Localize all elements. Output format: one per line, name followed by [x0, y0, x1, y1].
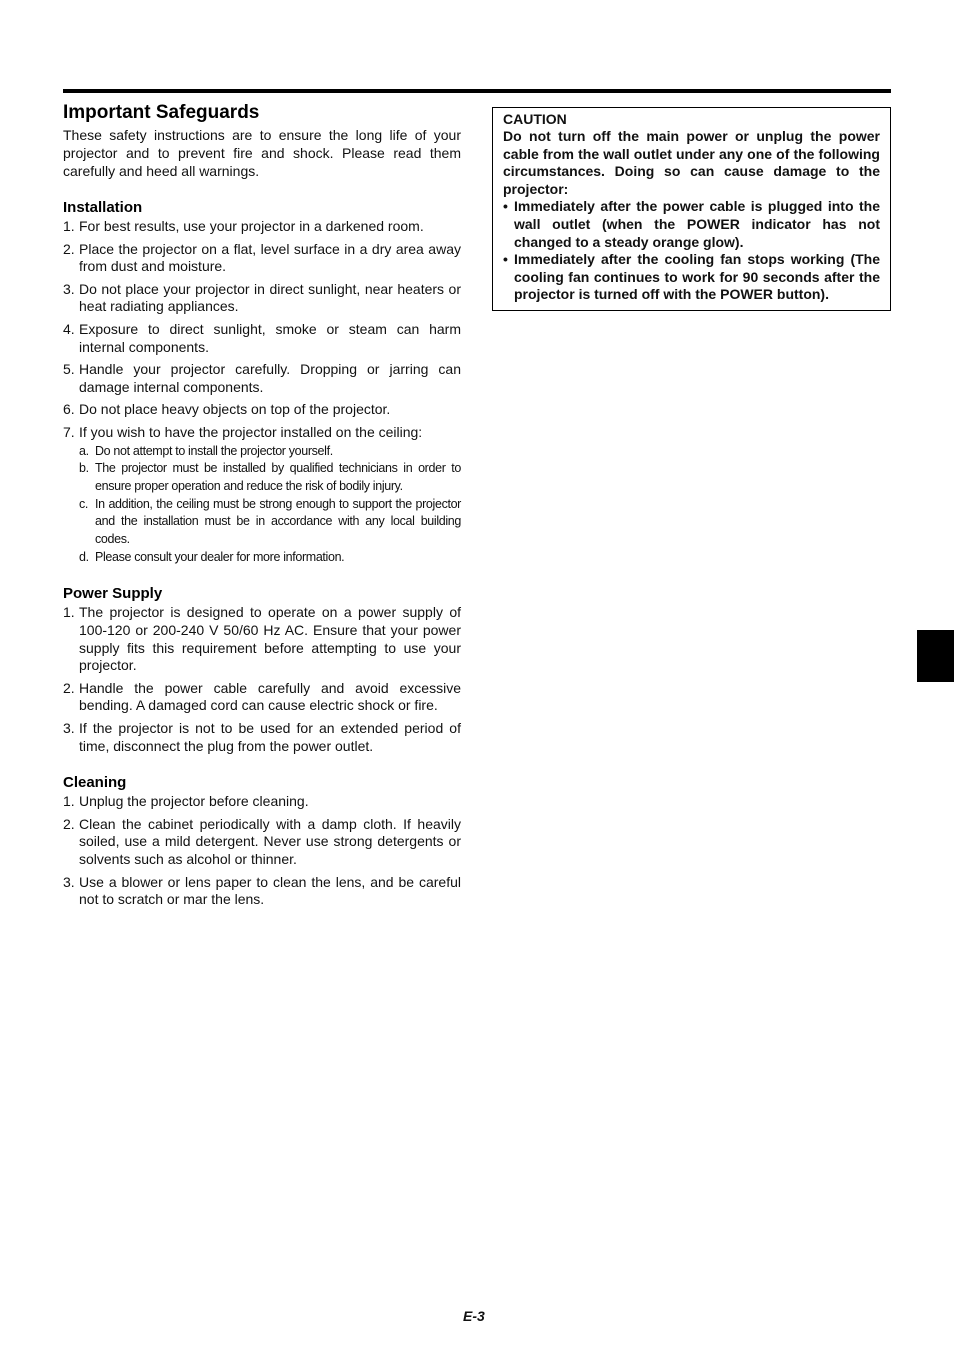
sub-list-item [79, 443, 461, 461]
list-item [63, 424, 461, 567]
installation-heading: Installation [63, 199, 143, 216]
item-text: Use a blower or lens paper to clean the lens, and be careful not to scratch or mar the lens. [79, 873, 461, 908]
list-item [63, 281, 461, 316]
bullet-text: Immediately after the cooling fan stops working (The cooling fan continues to work for 90 seconds after the projector is turned off with the POWER button). [514, 251, 880, 303]
list-item [63, 720, 461, 755]
list-item [63, 241, 461, 276]
list-item [63, 401, 461, 419]
item-number: 2. [63, 815, 75, 832]
item-text: Unplug the projector before cleaning. [79, 793, 309, 810]
caution-bullet-item [503, 198, 880, 251]
item-number: 1. [63, 793, 75, 810]
caution-bullets [503, 198, 880, 304]
sub-item-text: Please consult your dealer for more information. [95, 549, 345, 564]
list-item [63, 874, 461, 909]
sub-item-text: The projector must be installed by qualified technicians in order to ensure proper operation and reduce the risk of bodily injury. [95, 461, 461, 493]
item-number: 3. [63, 280, 75, 297]
item-text: Exposure to direct sunlight, smoke or steam can harm internal components. [79, 320, 461, 355]
item-number: 3. [63, 873, 75, 890]
sub-list-item [79, 496, 461, 549]
item-text: Do not place heavy objects on top of the projector. [79, 401, 391, 418]
sub-item-letter: c. [79, 496, 89, 511]
page-title: Important Safeguards [63, 102, 260, 123]
list-item [63, 218, 461, 236]
sub-item-letter: d. [79, 549, 89, 564]
item-text: Clean the cabinet periodically with a damp cloth. If heavily soiled, use a mild detergent. Never use strong detergents or solvents such as alcohol or thinner. [79, 815, 461, 867]
list-item [63, 793, 461, 811]
item-number: 3. [63, 720, 75, 737]
intro-paragraph: These safety instructions are to ensure the long life of your projector and to prevent fire and shock. Please read them carefully and heed all warnings. [63, 127, 461, 179]
caution-heading: CAUTION [503, 111, 567, 127]
sub-list-item [79, 460, 461, 495]
page-number: E-3 [463, 1308, 485, 1324]
item-number: 7. [63, 423, 75, 440]
installation-list [63, 218, 461, 566]
cleaning-heading: Cleaning [63, 774, 127, 792]
item-number: 4. [63, 320, 75, 337]
item-number: 2. [63, 679, 75, 696]
sub-item-letter: a. [79, 443, 89, 458]
caution-bullet-item [503, 251, 880, 304]
caution-box [492, 107, 891, 311]
list-item [63, 680, 461, 715]
item-number: 2. [63, 240, 75, 257]
item-number: 1. [63, 218, 75, 234]
item-text: For best results, use your projector in a darkened room. [79, 218, 424, 234]
item-number: 6. [63, 401, 75, 418]
list-item [63, 816, 461, 869]
power-supply-list [63, 604, 461, 755]
sub-item-text: Do not attempt to install the projector yourself. [95, 443, 333, 458]
list-item [63, 321, 461, 356]
item-number: 1. [63, 604, 75, 621]
item-text: Place the projector on a flat, level surface in a dry area away from dust and moisture. [79, 240, 461, 275]
list-item [63, 604, 461, 674]
power-supply-heading: Power Supply [63, 585, 163, 603]
bullet-icon: • [503, 251, 508, 268]
bullet-text: Immediately after the power cable is plugged into the wall outlet (when the POWER indicator has not changed to a steady orange glow). [514, 198, 880, 250]
item-number: 5. [63, 361, 75, 378]
sub-item-letter: b. [79, 461, 89, 476]
item-text: Do not place your projector in direct sunlight, near heaters or heat radiating appliances. [79, 280, 461, 315]
item-text: The projector is designed to operate on a power supply of 100-120 or 200-240 V 50/60 Hz AC. Ensure that your power supply fits this requirement before attempting to use your projector. [79, 604, 461, 674]
sub-list-item [79, 549, 461, 567]
item-text: Handle the power cable carefully and avoid excessive bending. A damaged cord can cause electric shock or fire. [79, 679, 461, 714]
list-item [63, 361, 461, 396]
ceiling-sublist [79, 443, 461, 567]
chapter-tab-marker [917, 630, 954, 682]
bullet-icon: • [503, 198, 508, 215]
item-text: If the projector is not to be used for an extended period of time, disconnect the plug from the power outlet. [79, 720, 461, 754]
right-column [492, 107, 891, 311]
cleaning-list [63, 793, 461, 909]
top-rule [63, 89, 891, 93]
item-text: If you wish to have the projector installed on the ceiling: [79, 423, 423, 440]
caution-body: Do not turn off the main power or unplug the power cable from the wall outlet under any one of the following circumstances. Doing so can cause damage to the projector: [503, 128, 880, 197]
left-column [63, 102, 461, 914]
item-text: Handle your projector carefully. Dropping or jarring can damage internal components. [79, 361, 461, 395]
sub-item-text: In addition, the ceiling must be strong enough to support the projector and the installation must be in accordance with any local building codes. [95, 496, 461, 547]
